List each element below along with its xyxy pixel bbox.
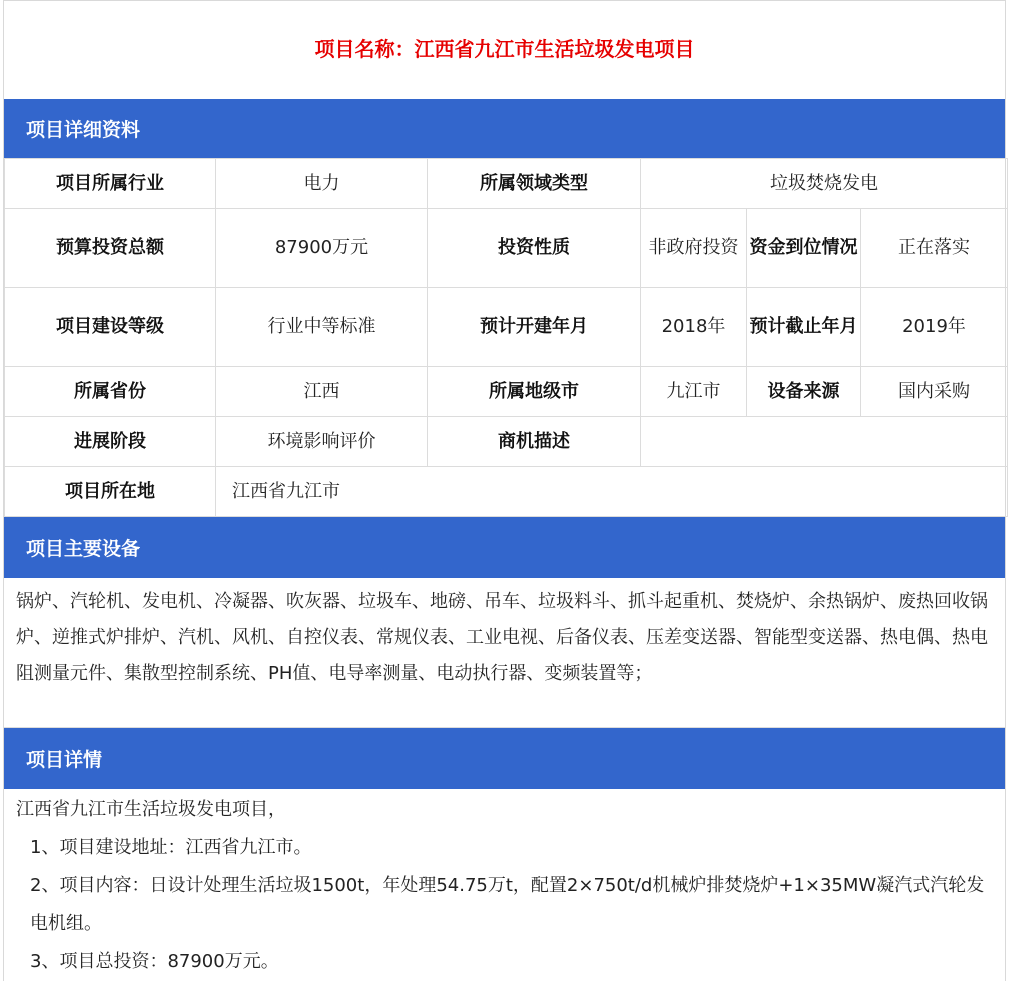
table-row [5, 367, 1008, 417]
start-value: 2018年 [641, 288, 747, 367]
funding-label: 资金到位情况 [747, 209, 861, 288]
city-value: 九江市 [641, 367, 747, 417]
city-label: 所属地级市 [428, 367, 641, 417]
location-value: 江西省九江市 [216, 467, 1008, 517]
project-details-table [4, 158, 1008, 517]
section-heading-details: 项目详细资料 [4, 99, 1005, 158]
project-page [3, 0, 1006, 981]
end-label: 预计截止年月 [747, 288, 861, 367]
province-value: 江西 [216, 367, 428, 417]
section-heading-info: 项目详情 [4, 728, 1005, 789]
equipment-list: 锅炉、汽轮机、发电机、冷凝器、吹灰器、垃圾车、地磅、吊车、垃圾料斗、抓斗起重机、焚烧炉、余热锅炉、废热回收锅炉、逆推式炉排炉、汽机、风机、自控仪表、常规仪表、工业电视、后备仪表、压差变送器、智能型变送器、热电偶、热电阻测量元件、集散型控制系统、PH值、电导率测量、电动执行器、变频装置等； [4, 578, 1005, 728]
stage-value: 环境影响评价 [216, 417, 428, 467]
project-detail-body [4, 789, 1005, 981]
industry-value: 电力 [216, 159, 428, 209]
table-row [5, 209, 1008, 288]
table-row [5, 288, 1008, 367]
invest-type-label: 投资性质 [428, 209, 641, 288]
detail-line: 2、项目内容：日设计处理生活垃圾1500t，年处理54.75万t，配置2×750t/d机械炉排焚烧炉+1×35MW凝汽式汽轮发电机组。 [30, 875, 985, 934]
budget-value: 87900万元 [216, 209, 428, 288]
table-row [5, 467, 1008, 517]
biz-label: 商机描述 [428, 417, 641, 467]
section-heading-equipment: 项目主要设备 [4, 517, 1005, 578]
grade-label: 项目建设等级 [5, 288, 216, 367]
end-value: 2019年 [861, 288, 1008, 367]
stage-label: 进展阶段 [5, 417, 216, 467]
location-label: 项目所在地 [5, 467, 216, 517]
invest-type-value: 非政府投资 [641, 209, 747, 288]
funding-value: 正在落实 [861, 209, 1008, 288]
province-label: 所属省份 [5, 367, 216, 417]
table-row [5, 159, 1008, 209]
budget-label: 预算投资总额 [5, 209, 216, 288]
domain-value: 垃圾焚烧发电 [641, 159, 1008, 209]
equip-source-value: 国内采购 [861, 367, 1008, 417]
title-box [4, 0, 1005, 99]
grade-value: 行业中等标准 [216, 288, 428, 367]
table-row [5, 417, 1008, 467]
equip-source-label: 设备来源 [747, 367, 861, 417]
detail-line: 3、项目总投资：87900万元。 [30, 951, 279, 972]
detail-line: 江西省九江市生活垃圾发电项目， [16, 799, 286, 820]
project-title: 项目名称：江西省九江市生活垃圾发电项目 [314, 36, 695, 61]
biz-value [641, 417, 1008, 467]
industry-label: 项目所属行业 [5, 159, 216, 209]
domain-label: 所属领域类型 [428, 159, 641, 209]
detail-line: 1、项目建设地址：江西省九江市。 [30, 837, 312, 858]
start-label: 预计开建年月 [428, 288, 641, 367]
